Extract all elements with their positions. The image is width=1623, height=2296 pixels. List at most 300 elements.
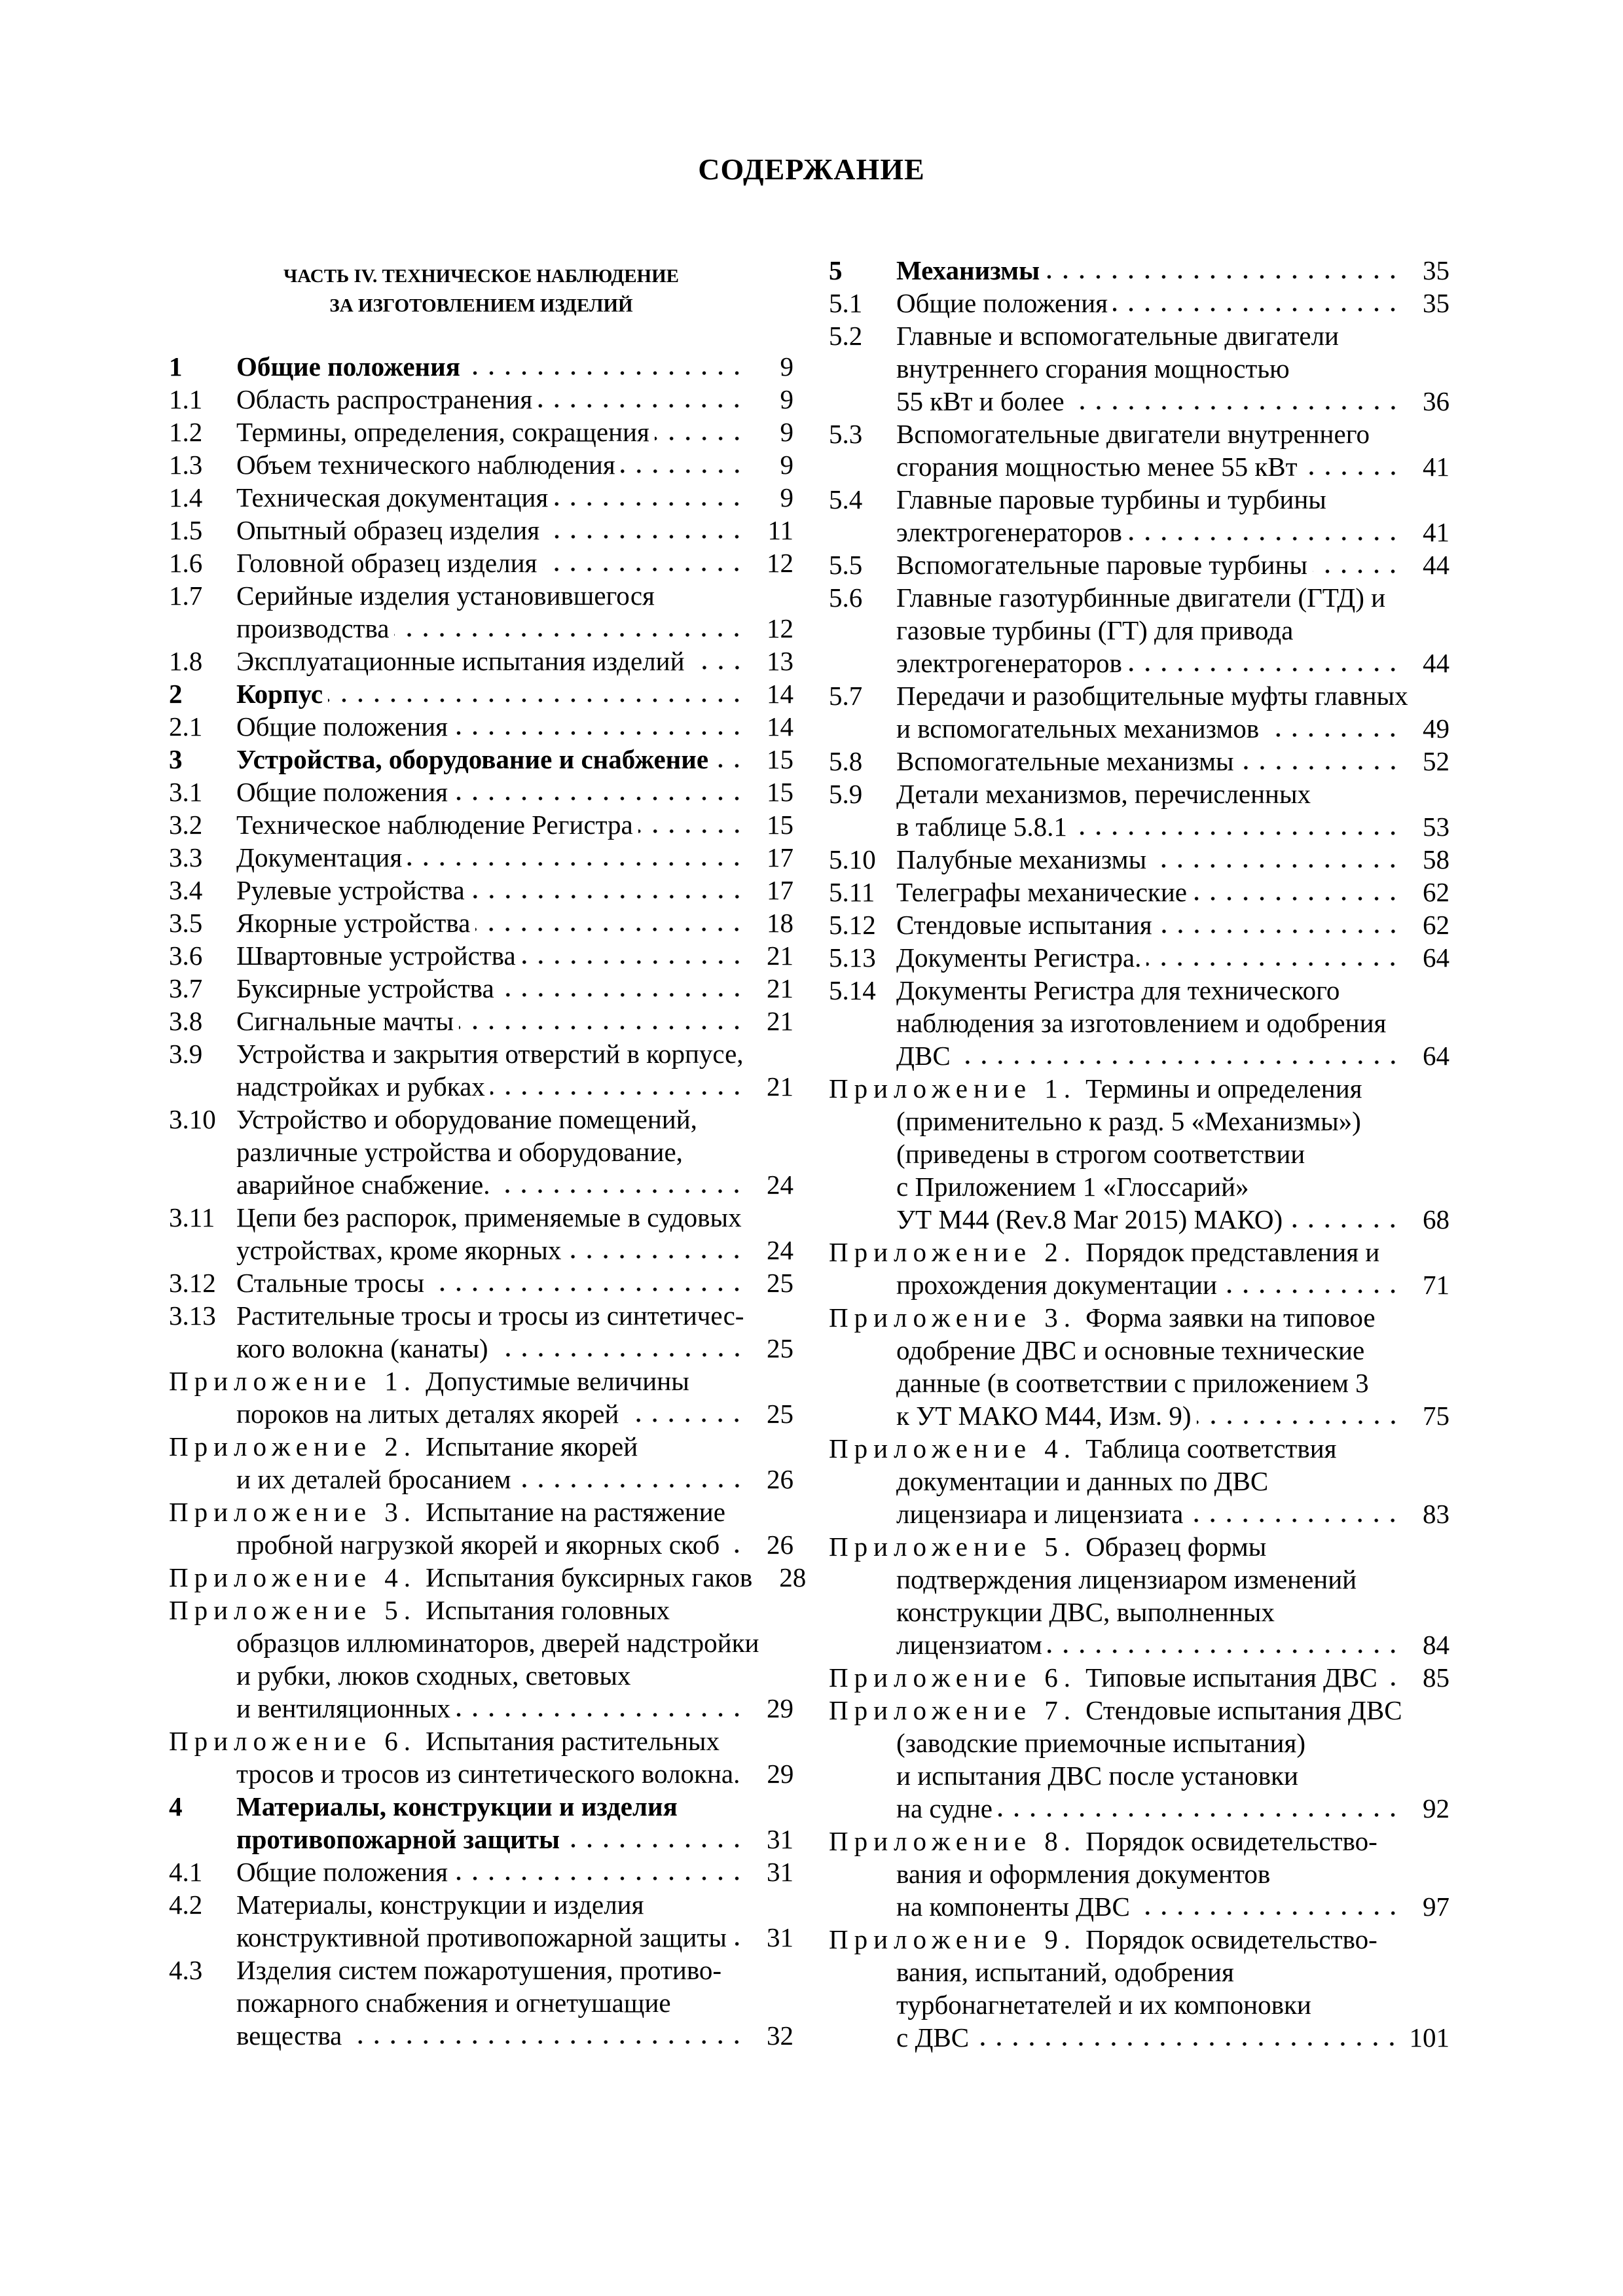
toc-entry-line	[829, 2021, 1450, 2054]
section-title: конструкции ДВС, выполненных	[896, 1597, 1275, 1627]
toc-entry[interactable]	[169, 1856, 793, 1888]
section-number: 5.3	[829, 419, 863, 449]
section-number: 3.2	[169, 810, 203, 840]
toc-entry[interactable]	[829, 287, 1450, 319]
section-title: внутреннего сгорания мощностью	[896, 353, 1290, 384]
toc-entry[interactable]	[829, 1530, 1450, 1661]
toc-entry-line	[829, 941, 1450, 974]
toc-entry-line	[169, 939, 793, 972]
toc-entry-line	[169, 612, 793, 645]
section-number: 3.4	[169, 875, 203, 905]
page-number: 24	[767, 1170, 793, 1200]
toc-entry[interactable]	[169, 481, 793, 514]
toc-entry-line	[169, 1103, 793, 1136]
section-title: пробной нагрузкой якорей и якорных скоб	[236, 1530, 720, 1560]
dot-leader	[1303, 471, 1401, 476]
toc-entry[interactable]	[169, 710, 793, 743]
section-title: Форма заявки на типовое	[1085, 1302, 1376, 1333]
section-title: Общие положения	[236, 711, 448, 742]
toc-entry-line	[829, 647, 1450, 679]
dot-leader	[638, 829, 745, 834]
section-title: Передачи и разобщительные муфты главных	[896, 681, 1408, 711]
section-number: 1.6	[169, 548, 203, 578]
page-number: 18	[767, 908, 793, 938]
appendix-label: Приложение 3.	[829, 1302, 1077, 1333]
section-title: Испытание якорей	[426, 1431, 638, 1462]
dot-leader	[1048, 1649, 1401, 1654]
toc-entry-line	[829, 1334, 1450, 1367]
toc-entry[interactable]	[829, 908, 1450, 941]
page-number: 25	[767, 1333, 793, 1363]
dot-leader	[1239, 765, 1401, 770]
dot-leader	[328, 698, 745, 703]
toc-entry-line	[169, 808, 793, 841]
section-number: 4.3	[169, 1955, 203, 1985]
section-title: Серийные изделия установившегося	[236, 581, 655, 611]
section-title: Устройство и оборудование помещений,	[236, 1104, 697, 1134]
toc-entry-line	[829, 287, 1450, 319]
section-number: 2.1	[169, 711, 203, 742]
toc-entry-line	[829, 712, 1450, 745]
page-number: 75	[1423, 1401, 1450, 1431]
toc-entry-line	[829, 385, 1450, 418]
toc-entry[interactable]	[169, 547, 793, 579]
section-title: устройствах, кроме якорных	[236, 1235, 562, 1265]
toc-entry-line	[169, 1757, 793, 1790]
toc-entry[interactable]	[169, 514, 793, 547]
section-title: Телеграфы механические	[896, 877, 1187, 907]
section-title: Вспомогательные механизмы	[896, 746, 1234, 776]
toc-entry[interactable]	[829, 876, 1450, 908]
page-number: 36	[1423, 386, 1450, 416]
toc-entry-line	[169, 1136, 793, 1168]
toc-entry[interactable]	[169, 1790, 793, 1856]
section-number: 5.12	[829, 910, 876, 940]
toc-entry[interactable]	[829, 843, 1450, 876]
section-title: Порядок представления и	[1085, 1237, 1380, 1267]
section-title: Материалы, конструкции и изделия	[236, 1890, 644, 1920]
toc-entry[interactable]	[169, 1365, 793, 1430]
section-title: Порядок освидетельство-	[1085, 1924, 1377, 1954]
toc-entry[interactable]	[829, 1694, 1450, 1825]
toc-entry[interactable]	[169, 939, 793, 972]
section-title: Детали механизмов, перечисленных	[896, 779, 1311, 809]
toc-entry[interactable]	[829, 1072, 1450, 1236]
section-title: Главные паровые турбины и турбины	[896, 484, 1326, 514]
dot-leader	[521, 960, 745, 965]
section-title: лицензиатом	[896, 1630, 1042, 1660]
section-title: противопожарной защиты	[236, 1824, 560, 1854]
section-number: 1	[169, 351, 183, 382]
page-number: 14	[767, 711, 793, 742]
toc-entry-line	[169, 1005, 793, 1037]
section-title: Устройства и закрытия отверстий в корпусе,	[236, 1039, 744, 1069]
toc-entry[interactable]	[169, 1201, 793, 1266]
toc-entry-line	[169, 1070, 793, 1103]
dot-leader	[465, 370, 745, 376]
toc-entry-line	[829, 1138, 1450, 1170]
dot-leader	[1152, 863, 1401, 869]
dot-leader	[453, 1876, 745, 1881]
section-title: пожарного снабжения и огнетушащие	[236, 1988, 671, 2018]
toc-entry-line	[169, 579, 793, 612]
page-number: 35	[1423, 288, 1450, 318]
section-title: кого волокна (канаты)	[236, 1333, 488, 1363]
toc-entry[interactable]	[829, 1236, 1450, 1301]
page-number: 17	[767, 842, 793, 872]
toc-entry-line	[829, 516, 1450, 548]
toc-entry-line	[829, 843, 1450, 876]
section-title: Общие положения	[236, 351, 460, 382]
page-number: 97	[1423, 1892, 1450, 1922]
section-number: 4	[169, 1791, 183, 1821]
section-title: одобрение ДВС и основные технические	[896, 1335, 1365, 1365]
toc-entry[interactable]	[829, 581, 1450, 679]
toc-entry-line	[169, 1168, 793, 1201]
toc-entry-line	[169, 1954, 793, 1986]
page-number: 44	[1423, 648, 1450, 678]
section-title: и вспомогательных механизмов	[896, 713, 1260, 744]
appendix-label: Приложение 7.	[829, 1695, 1077, 1725]
toc-entry-line	[829, 1759, 1450, 1792]
toc-entry-line	[169, 1692, 793, 1725]
dot-leader	[621, 469, 745, 474]
section-title: Материалы, конструкции и изделия	[236, 1791, 678, 1821]
dot-leader	[456, 1712, 745, 1717]
toc-entry[interactable]	[169, 383, 793, 416]
page-title: СОДЕРЖАНИЕ	[698, 152, 925, 186]
section-title: конструктивной противопожарной защиты	[236, 1922, 727, 1952]
page-number: 26	[767, 1464, 793, 1494]
toc-entry-line	[169, 1234, 793, 1266]
toc-entry[interactable]	[169, 1266, 793, 1299]
toc-entry-line	[169, 2019, 793, 2052]
toc-entry-line	[169, 1266, 793, 1299]
toc-entry-line	[829, 1465, 1450, 1498]
dot-leader	[1264, 732, 1401, 738]
section-title: (применительно к разд. 5 «Механизмы»)	[896, 1106, 1361, 1136]
page-number: 64	[1423, 1041, 1450, 1071]
toc-entry[interactable]	[829, 1825, 1450, 1923]
section-title: ДВС	[896, 1041, 951, 1071]
toc-entry-line	[169, 1201, 793, 1234]
page-number: 21	[767, 1071, 793, 1102]
toc-entry-line	[829, 974, 1450, 1007]
page-number: 9	[780, 351, 793, 382]
page-number: 31	[767, 1824, 793, 1854]
section-number: 5	[829, 255, 843, 285]
toc-entry-line	[169, 972, 793, 1005]
section-title: Область распространения	[236, 384, 533, 414]
toc-entry-line	[169, 350, 793, 383]
toc-entry[interactable]	[169, 416, 793, 448]
section-number: 1.7	[169, 581, 203, 611]
section-title: 55 кВт и более	[896, 386, 1065, 416]
toc-entry-line	[169, 1856, 793, 1888]
toc-entry-line	[169, 448, 793, 481]
appendix-label: Приложение 6.	[829, 1662, 1077, 1693]
section-title: с ДВС	[896, 2022, 970, 2053]
toc-entry[interactable]	[169, 1888, 793, 1954]
section-number: 3.5	[169, 908, 203, 938]
toc-entry[interactable]	[169, 874, 793, 906]
toc-entry-line	[829, 1694, 1450, 1727]
section-title: электрогенераторов	[896, 517, 1122, 547]
toc-entry-line	[169, 677, 793, 710]
toc-entry-line	[829, 1988, 1450, 2021]
section-title: Образец формы	[1085, 1532, 1267, 1562]
page-number: 21	[767, 1006, 793, 1036]
page-number: 28	[779, 1562, 807, 1592]
toc-entry-line	[829, 254, 1450, 287]
section-title: лицензиара и лицензиата	[896, 1499, 1184, 1529]
toc-entry[interactable]	[169, 1005, 793, 1037]
toc-entry[interactable]	[169, 841, 793, 874]
toc-entry-line	[169, 1299, 793, 1332]
appendix-label: Приложение 9.	[829, 1924, 1077, 1954]
section-title: прохождения документации	[896, 1270, 1217, 1300]
section-number: 5.2	[829, 321, 863, 351]
page-number: 68	[1423, 1204, 1450, 1234]
dot-leader	[453, 796, 745, 801]
section-title: Механизмы	[896, 255, 1040, 285]
toc-entry-line	[829, 1890, 1450, 1923]
toc-entry[interactable]	[829, 778, 1450, 843]
toc-entry-line	[829, 1530, 1450, 1563]
section-title: Техническая документация	[236, 482, 549, 512]
toc-entry-line	[169, 514, 793, 547]
section-number: 3	[169, 744, 183, 774]
section-title: различные устройства и оборудование,	[236, 1137, 683, 1167]
section-title: (заводские приемочные испытания)	[896, 1728, 1305, 1758]
toc-entry-line	[829, 778, 1450, 810]
section-title: Якорные устройства	[236, 908, 471, 938]
section-title: Вспомогательные паровые турбины	[896, 550, 1307, 580]
toc-entry-line	[829, 614, 1450, 647]
toc-entry-line	[169, 1397, 793, 1430]
toc-entry[interactable]	[169, 808, 793, 841]
toc-entry[interactable]	[169, 776, 793, 808]
dot-leader	[1127, 536, 1401, 541]
toc-entry-line	[829, 1825, 1450, 1857]
toc-entry-line	[169, 1823, 793, 1856]
toc-entry-line	[169, 1365, 793, 1397]
dot-leader	[1158, 929, 1401, 934]
dot-leader	[566, 1254, 745, 1259]
section-number: 1.4	[169, 482, 203, 512]
toc-entry-line	[829, 319, 1450, 352]
toc-entry-line	[829, 1956, 1450, 1988]
appendix-label: Приложение 4.	[829, 1433, 1077, 1463]
section-title: электрогенераторов	[896, 648, 1122, 678]
section-number: 4.2	[169, 1890, 203, 1920]
appendix-label: Приложение 8.	[829, 1826, 1077, 1856]
toc-entry[interactable]	[169, 1430, 793, 1496]
toc-entry-line	[829, 1236, 1450, 1268]
toc-entry[interactable]	[829, 679, 1450, 745]
toc-entry[interactable]	[169, 350, 793, 383]
dot-leader	[1146, 961, 1401, 967]
toc-entry-line	[169, 1496, 793, 1528]
page-number: 9	[780, 384, 793, 414]
page-number: 84	[1423, 1630, 1450, 1660]
section-number: 5.13	[829, 942, 876, 973]
page-number: 41	[1423, 452, 1450, 482]
toc-entry[interactable]	[169, 1496, 793, 1561]
section-title: Таблица соответствия	[1085, 1433, 1337, 1463]
dot-leader	[725, 1549, 745, 1554]
toc-entry-line	[169, 383, 793, 416]
section-number: 1.8	[169, 646, 203, 676]
toc-entry-line	[169, 416, 793, 448]
dot-leader	[459, 1025, 745, 1030]
toc-entry[interactable]	[829, 483, 1450, 548]
page-number: 31	[767, 1922, 793, 1952]
toc-entry[interactable]	[829, 319, 1450, 418]
toc-entry-line	[829, 418, 1450, 450]
section-number: 1.1	[169, 384, 203, 414]
dot-leader	[1127, 667, 1401, 672]
toc-entry-line	[829, 1399, 1450, 1432]
toc-entry[interactable]	[829, 1432, 1450, 1530]
section-title: газовые турбины (ГТ) для привода	[896, 615, 1294, 645]
dot-leader	[475, 927, 745, 932]
part-heading-line: ЧАСТЬ IV. ТЕХНИЧЕСКОЕ НАБЛЮДЕНИЕ	[283, 266, 680, 287]
toc-entry[interactable]	[169, 972, 793, 1005]
toc-entry-line	[829, 1923, 1450, 1956]
toc-entry[interactable]	[829, 1923, 1450, 2054]
page-number: 49	[1423, 713, 1450, 744]
section-number: 5.11	[829, 877, 875, 907]
toc-entry[interactable]	[169, 1103, 793, 1201]
toc-entry[interactable]	[169, 1561, 807, 1594]
toc-entry-line	[169, 1790, 793, 1823]
section-title: с Приложением 1 «Глоссарий»	[896, 1172, 1249, 1202]
section-title: Документы Регистра для технического	[896, 975, 1340, 1005]
section-title: Стальные тросы	[236, 1268, 425, 1298]
section-title: к УТ МАКО М44, Изм. 9)	[896, 1401, 1192, 1431]
page-number: 32	[767, 2020, 793, 2051]
section-number: 3.1	[169, 777, 203, 807]
toc-entry[interactable]	[829, 745, 1450, 778]
page-number: 9	[780, 482, 793, 512]
section-title: Техническое наблюдение Регистра	[236, 810, 633, 840]
toc-entry[interactable]	[169, 743, 793, 776]
toc-entry[interactable]	[829, 1301, 1450, 1432]
toc-entry[interactable]	[169, 448, 793, 481]
dot-leader	[545, 534, 745, 539]
page-number: 29	[767, 1759, 794, 1789]
page-number: 24	[767, 1235, 793, 1265]
toc-entry-line	[829, 548, 1450, 581]
section-title: Общие положения	[236, 1857, 448, 1887]
toc-entry-line	[829, 483, 1450, 516]
section-title: Главные и вспомогательные двигатели	[896, 321, 1339, 351]
toc-entry-line	[169, 1430, 793, 1463]
page-number: 44	[1423, 550, 1450, 580]
section-number: 3.3	[169, 842, 203, 872]
toc-entry[interactable]	[169, 1725, 793, 1790]
toc-entry-line	[169, 710, 793, 743]
appendix-label: Приложение 3.	[169, 1497, 417, 1527]
section-title: Головной образец изделия	[236, 548, 538, 578]
section-title: Стендовые испытания ДВС	[1085, 1695, 1402, 1725]
page-number: 85	[1423, 1662, 1450, 1693]
toc-entry[interactable]	[829, 254, 1450, 287]
page-number: 11	[767, 515, 793, 545]
toc-entry-line	[169, 874, 793, 906]
section-title: документации и данных по ДВС	[896, 1466, 1269, 1496]
dot-leader	[1188, 1518, 1401, 1523]
section-title: Типовые испытания ДВС	[1085, 1662, 1377, 1693]
section-title: Допустимые величины	[426, 1366, 689, 1396]
section-title: надстройках и рубках	[236, 1071, 485, 1102]
toc-entry[interactable]	[829, 1661, 1450, 1694]
page-number: 21	[767, 973, 793, 1003]
toc-entry-line	[829, 1301, 1450, 1334]
dot-leader	[494, 1352, 745, 1357]
section-title: в таблице 5.8.1	[896, 812, 1067, 842]
toc-entry-line	[829, 1661, 1450, 1694]
toc-entry-line	[829, 810, 1450, 843]
section-number: 3.9	[169, 1039, 203, 1069]
page-number: 71	[1423, 1270, 1450, 1300]
section-title: вещества	[236, 2020, 342, 2051]
page-number: 12	[767, 613, 793, 643]
section-title: Цепи без распорок, применяемые в судовых	[236, 1202, 742, 1232]
section-title: производства	[236, 613, 390, 643]
section-number: 4.1	[169, 1857, 203, 1887]
section-title: вания, испытаний, одобрения	[896, 1957, 1234, 1987]
appendix-label: Приложение 1.	[829, 1073, 1077, 1103]
part-heading-line: ЗА ИЗГОТОВЛЕНИЕМ ИЗДЕЛИЙ	[329, 295, 633, 316]
toc-entry[interactable]	[829, 941, 1450, 974]
page-number: 25	[767, 1268, 793, 1298]
page-number: 52	[1423, 746, 1450, 776]
toc-entry-line	[829, 1072, 1450, 1105]
toc-entry[interactable]	[829, 548, 1450, 581]
dot-leader	[1113, 307, 1401, 312]
toc-entry-line	[169, 481, 793, 514]
toc-entry[interactable]	[169, 645, 793, 677]
section-number: 5.6	[829, 583, 863, 613]
page-number: 101	[1409, 2022, 1450, 2053]
section-number: 3.6	[169, 941, 203, 971]
toc-entry[interactable]	[169, 1299, 793, 1365]
toc-entry-line	[829, 1268, 1450, 1301]
toc-entry-line	[169, 1037, 793, 1070]
dot-leader	[1222, 1289, 1401, 1294]
toc-entry[interactable]	[169, 677, 793, 710]
appendix-label: Приложение 2.	[169, 1431, 417, 1462]
toc-entry[interactable]	[829, 974, 1450, 1072]
toc-entry[interactable]	[829, 418, 1450, 483]
dot-leader	[542, 567, 745, 572]
dot-leader	[538, 403, 745, 408]
toc-entry[interactable]	[169, 906, 793, 939]
section-title: Термины и определения	[1085, 1073, 1362, 1103]
toc-entry[interactable]	[169, 1594, 793, 1725]
page-number: 35	[1423, 255, 1450, 285]
dot-leader	[1045, 274, 1401, 279]
toc-entry[interactable]	[169, 1037, 793, 1103]
toc-entry[interactable]	[169, 1954, 793, 2052]
page-number: 21	[767, 941, 793, 971]
dot-leader	[714, 763, 745, 768]
toc-entry[interactable]	[169, 579, 793, 645]
toc-entry-line	[169, 1626, 793, 1659]
section-number: 5.5	[829, 550, 863, 580]
